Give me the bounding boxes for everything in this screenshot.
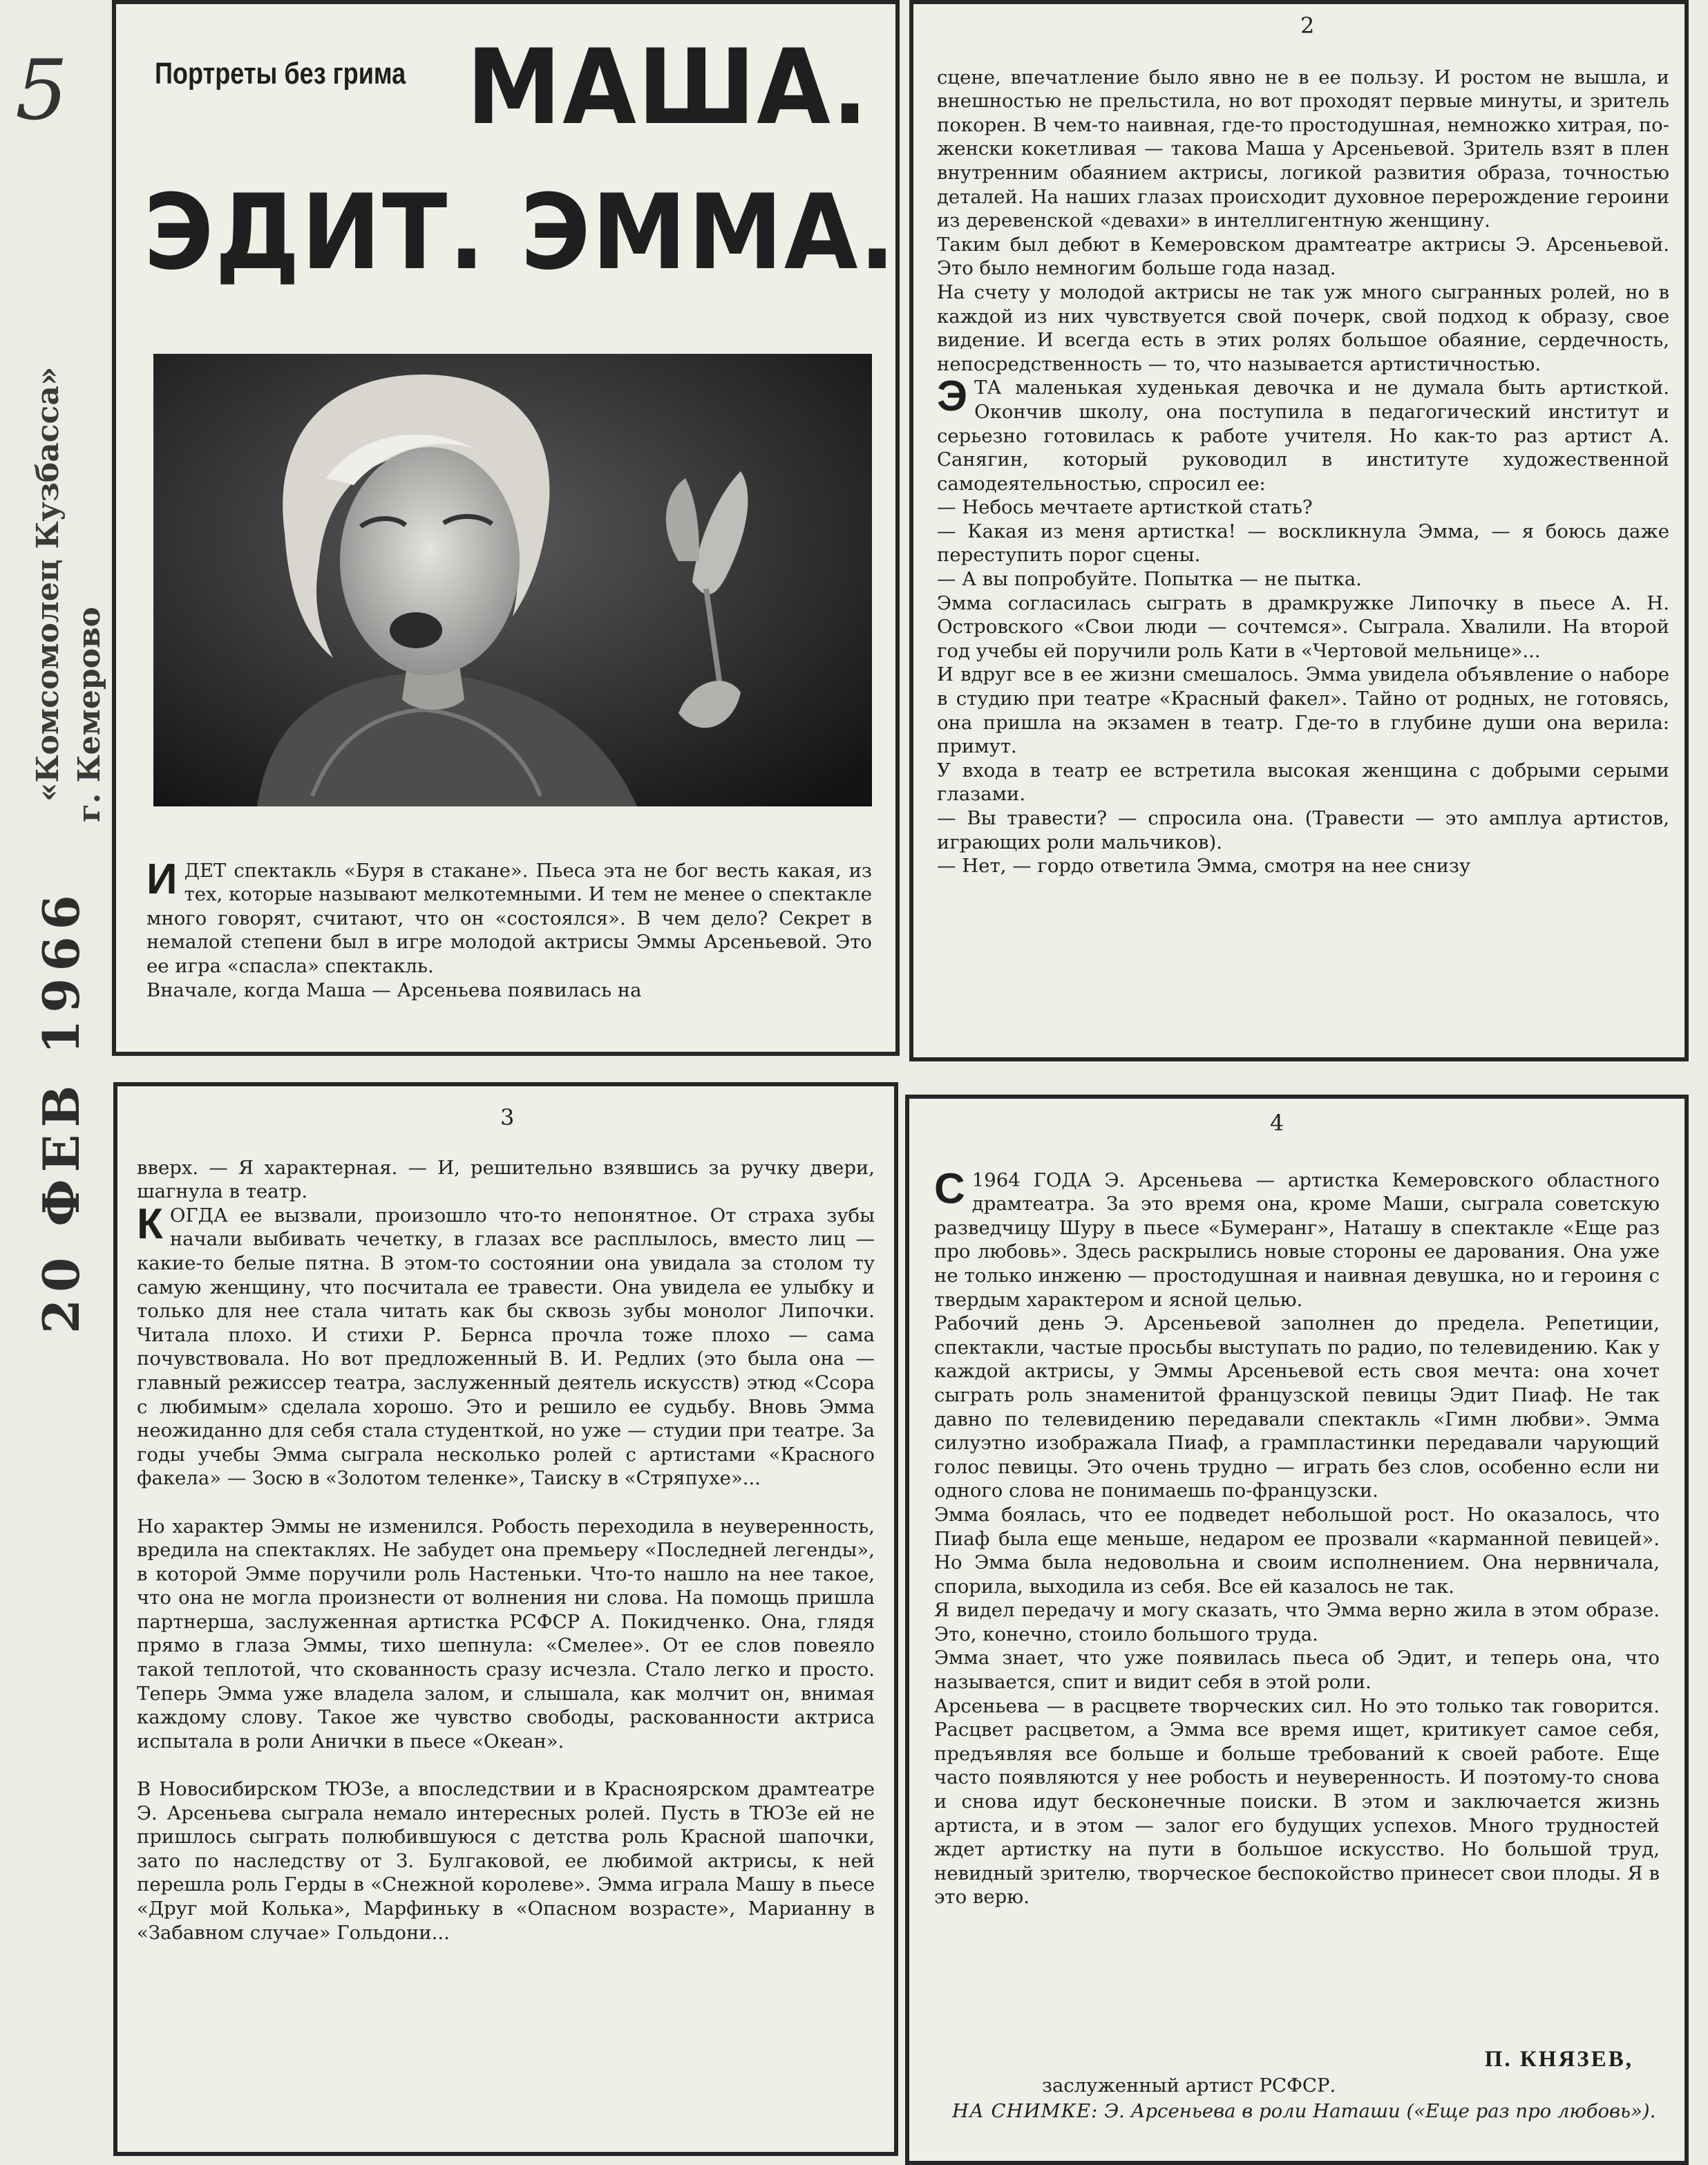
panel-4-body: 1964 ГОДА Э. Арсеньева — артистка Кемеровского областного драмтеатра. За это время она, кроме Маши, сыграла советскую разведчицу Шуру в пьесе «Бумеранг», Наташу в спектакле «Еще раз про любовь». Здесь раскрылись новые стороны ее дарования. Она уже не только инженю — простодушная и наивная девушка, но и героиня с твердым характером и ясной целью. Рабочий день Э. Арсеньевой заполнен до предела. Репетиции, спектакли, частые просьбы выступать по радио, по телевидению. Как у каждой актрисы, у Эммы Арсеньевой есть своя мечта: она хочет сыграть роль знаменитой французской певицы Эдит Пиаф. Не так давно по телевидению передавали спектакль «Гимн любви». Эмма силуэтно изображала Пиаф, а грампластинки передавали чарующий голос певицы. Это очень трудно — играть без слов, особенно если ни одного слова не понимаешь по-французски. Эмма боялась, что ее подведет небольшой рост. Но оказалось, что Пиаф была еще меньше, недаром ее прозвали «карманной певицей». Но Эмма была недовольна и своим исполнением. Она нервничала, спорила, выходила из себя. Все ей казалось не так. Я видел передачу и могу сказать, что Эмма верно жила в этом образе. Это, конечно, стоило большого труда. Эмма знает, что уже появилась пьеса об Эдит, и теперь она, что называется, спит и видит себя в этой роли. Арсеньева — в расцвете творческих сил. Но это только так говорится. Расцвет расцветом, а Эмма все время ищет, критикует самое себя, предъявляя все больше и больше требований к своей работе. Еще часто появляются у нее робость и неуверенность. И поэтому-то снова и снова идут бесконечные поиски. В этом и заключается жизнь артиста, и в этом — залог его будущих успехов. Много трудностей ждет артистку на пути в большое искусство. Но большой труд, невидный зрителю, творческое беспокойство принесет свои плоды. Я в это верю. [934,1169,1660,1909]
author-title: заслуженный артист РСФСР. [1042,2074,1336,2097]
panel-1-body: ДЕТ спектакль «Буря в стакане». Пьеса эта не бог весть какая, из тех, которые называют мелкотемными. И тем не менее о спектакле много говорят, считают, что он «состоялся». В чем дело? Секрет в немалой степени был в игре молодой актрисы Эммы Арсеньевой. Это ее игра «спасла» спектакль. Вначале, когда Маша — Арсеньева появилась на [146,859,872,1001]
drop-letter-e: Э [937,372,968,421]
panel-2-body-a: сцене, впечатление было явно не в ее пользу. И ростом не вышла, и внешностью не прельстила, но вот проходят первые минуты, и зритель покорен. В чем-то наивная, где-то простодушная, немножко хитрая, по-женски кокетливая — такова Маша у Арсеньевой. Зритель взят в плен внутренним обаянием актрисы, логикой развития образа, точностью деталей. На наших глазах происходит духовное перерождение героини из деревенской «девахи» в интеллигентную женщину. Таким был дебют в Кемеровском драмтеатре актрисы Э. Арсеньевой. Это было немногим больше года назад. На счету у молодой актрисы не так уж много сыгранных ролей, но в каждой из них чувствуется свой почерк, свой подход к образу, свое видение. И всегда есть в этих ролях большое обаяние, сердечность, непосредственность — то, что называется артистичностью. [937,66,1669,375]
panel-3-body-a: вверх. — Я характерная. — И, решительно взявшись за ручку двери, шагнула в театр. [137,1156,875,1203]
caption-lead: НА СНИМКЕ: [952,2100,1099,2122]
panel-3-text [137,1132,875,1945]
panel-4-number: 4 [1270,1110,1284,1136]
panel-4-text [934,1144,1660,1909]
source-city: г. Кемерово [72,607,107,822]
caption-text: Э. Арсеньева в роли Наташи («Еще раз про любовь»). [1104,2100,1656,2122]
panel-3-number: 3 [500,1104,515,1131]
drop-letter-k: К [137,1200,163,1248]
panel-1-text [146,835,872,1002]
panel-2-text [937,41,1669,878]
drop-letter-s: С [934,1164,965,1213]
panel-2-number: 2 [1300,12,1315,39]
drop-letter-i: И [146,855,178,903]
actress-photo-image [153,354,872,806]
rubric-label: Портреты без грима [155,57,406,91]
author-signature: П. КНЯЗЕВ, [1484,2047,1633,2072]
source-newspaper: «Комсомолец Кузбасса» [30,366,66,802]
handwritten-page-number: 5 [15,43,68,139]
headline-line-2: ЭДИТ. ЭММА. [144,173,897,293]
panel-3-body-b: ОГДА ее вызвали, произошло что-то непонятное. От страха зубы начали выбивать чечетку, в глазах все расплылось, вместо лиц — какие-то белые пятна. В этом-то состоянии она увидала за столом ту самую женщину, что посчитала ее травести. Она увидела ее улыбку и только для нее стала читать как бы сквозь зубы монолог Липочки. Читала плохо. И стихи Р. Бернса прочла тоже плохо — сама почувствовала. Но вот предложенный В. И. Редлих (это была она — главный режиссер театра, заслуженный деятель искусств) этюд «Ссора с любимым» сделала хорошо. Это и решило ее судьбу. Вновь Эмма неожиданно для себя стала студенткой, но уже — студии при театре. За годы учебы Эмма сыграла несколько ролей с артистами «Красного факела» — Зосю в «Золотом теленке», Таиску в «Стряпухе»... Но характер Эммы не изменился. Робость переходила в неуверенность, вредила на спектаклях. Не забудет она премьеру «Последней легенды», в которой Эмме поручили роль Настеньки. Что-то нашло на нее такое, что она не могла произнести от волнения ни слова. На помощь пришла партнерша, заслуженная артистка РСФСР А. Покидченко. Она, глядя прямо в глаза Эммы, тихо шепнула: «Смелее». От ее слов повеяло такой теплотой, что скованность сразу исчезла. Стало легко и просто. Теперь Эмма уже владела залом, и слышала, как молчит он, внимая каждому слову. Такое же чувство свободы, раскованности актриса испытала в роли Анички в пьесе «Океан». В Новосибирском ТЮЗе, а впоследствии и в Красноярском драмтеатре Э. Арсеньева сыграла немало интересных ролей. Пусть в ТЮЗе ей не пришлось сыграть полюбившуюся с детства роль Красной шапочки, зато по наследству от З. Булгаковой, ее любимой актрисы, к ней перешла роль Герды в «Снежной королеве». Эмма играла Машу в пьесе «Друг мой Колька», Марфиньку в «Опасном возрасте», Марианну в «Забавном случае» Гольдони... [137,1204,875,1944]
date-stamp: 20 ФЕВ 1966 [32,888,91,1334]
headline-line-1: МАША. [466,28,870,148]
panel-2-body-b: ТА маленькая худенькая девочка и не думала быть артисткой. Окончив школу, она поступила в педагогический институт и серьезно готовилась к работе учителя. Но как-то раз артист А. Санягин, который руководил в институте художественной самодеятельностью, спросил ее: — Небось мечтаете артисткой стать? — Какая из меня артистка! — воскликнула Эмма, — я боюсь даже переступить порог сцены. — А вы попробуйте. Попытка — не пытка. Эмма согласилась сыграть в драмкружке Липочку в пьесе А. Н. Островского «Свои люди — сочтемся». Сыграла. Хвалили. На второй год учебы ей поручили роль Кати в «Чертовой мельнице»... И вдруг все в ее жизни смешалось. Эмма увидела объявление о наборе в студию при театре «Красный факел». Тайно от родных, не готовясь, она пришла на экзамен в театр. Где-то в глубине души она верила: примут. У входа в театр ее встретила высокая женщина с добрыми серыми глазами. — Вы травести? — спросила она. (Травести — это амплуа артистов, играющих роли мальчиков). — Нет, — гордо ответила Эмма, смотря на нее снизу [937,377,1669,878]
actress-photo [153,354,872,806]
photo-caption [952,2099,1671,2123]
